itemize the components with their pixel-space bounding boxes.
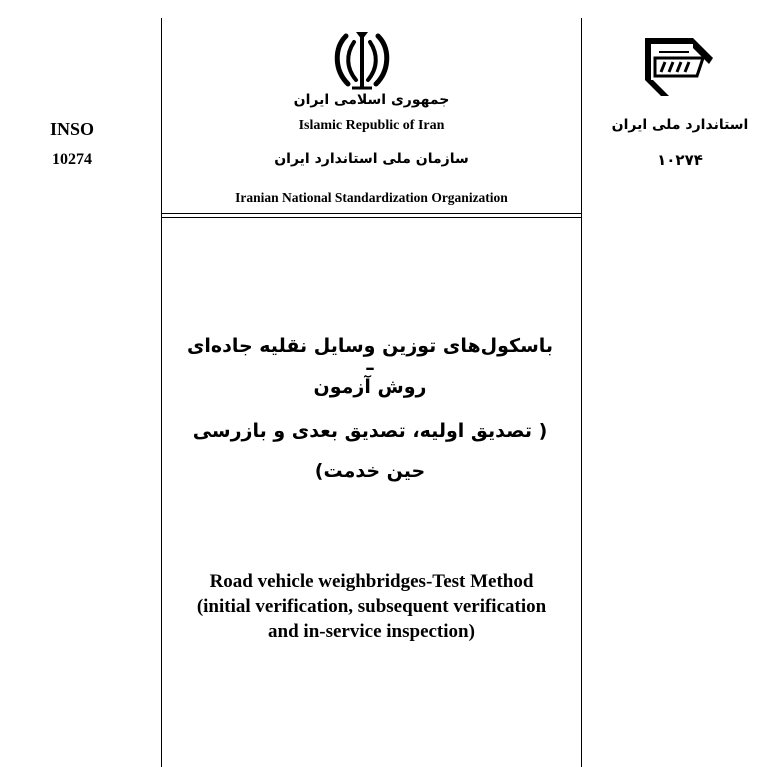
iran-emblem-icon	[330, 30, 394, 94]
organization-name-fa: سازمان ملی استاندارد ایران	[274, 151, 469, 167]
title-fa-line-1: باسکول‌های توزین وسایل نقلیه جاده‌ای –	[186, 335, 554, 379]
title-fa-line-4: حین خدمت)	[314, 460, 426, 482]
standard-abbreviation: INSO	[49, 119, 94, 139]
title-fa-line-2: روش آزمون	[313, 376, 427, 398]
republic-name-en: Islamic Republic of Iran	[298, 118, 445, 133]
national-standard-label-fa: استاندارد ملی ایران	[611, 117, 749, 133]
republic-name-fa: جمهوری اسلامی ایران	[293, 92, 450, 108]
title-en-line-2: (initial verification, subsequent verification	[196, 596, 547, 617]
standard-number: 10274	[52, 151, 92, 168]
title-en-line-3: and in-service inspection)	[268, 621, 475, 642]
organization-name-en: Iranian National Standardization Organization	[235, 190, 508, 205]
header-rule-bottom	[161, 217, 582, 218]
header-rule-top	[161, 213, 582, 214]
national-standard-number-fa: ۱۰۲۷۴	[657, 151, 703, 169]
title-en-line-1: Road vehicle weighbridges-Test Method	[209, 571, 534, 592]
standard-logo-icon	[639, 34, 715, 98]
title-fa-line-3: ( تصدیق اولیه، تصدیق بعدی و بازرسی	[192, 420, 548, 442]
